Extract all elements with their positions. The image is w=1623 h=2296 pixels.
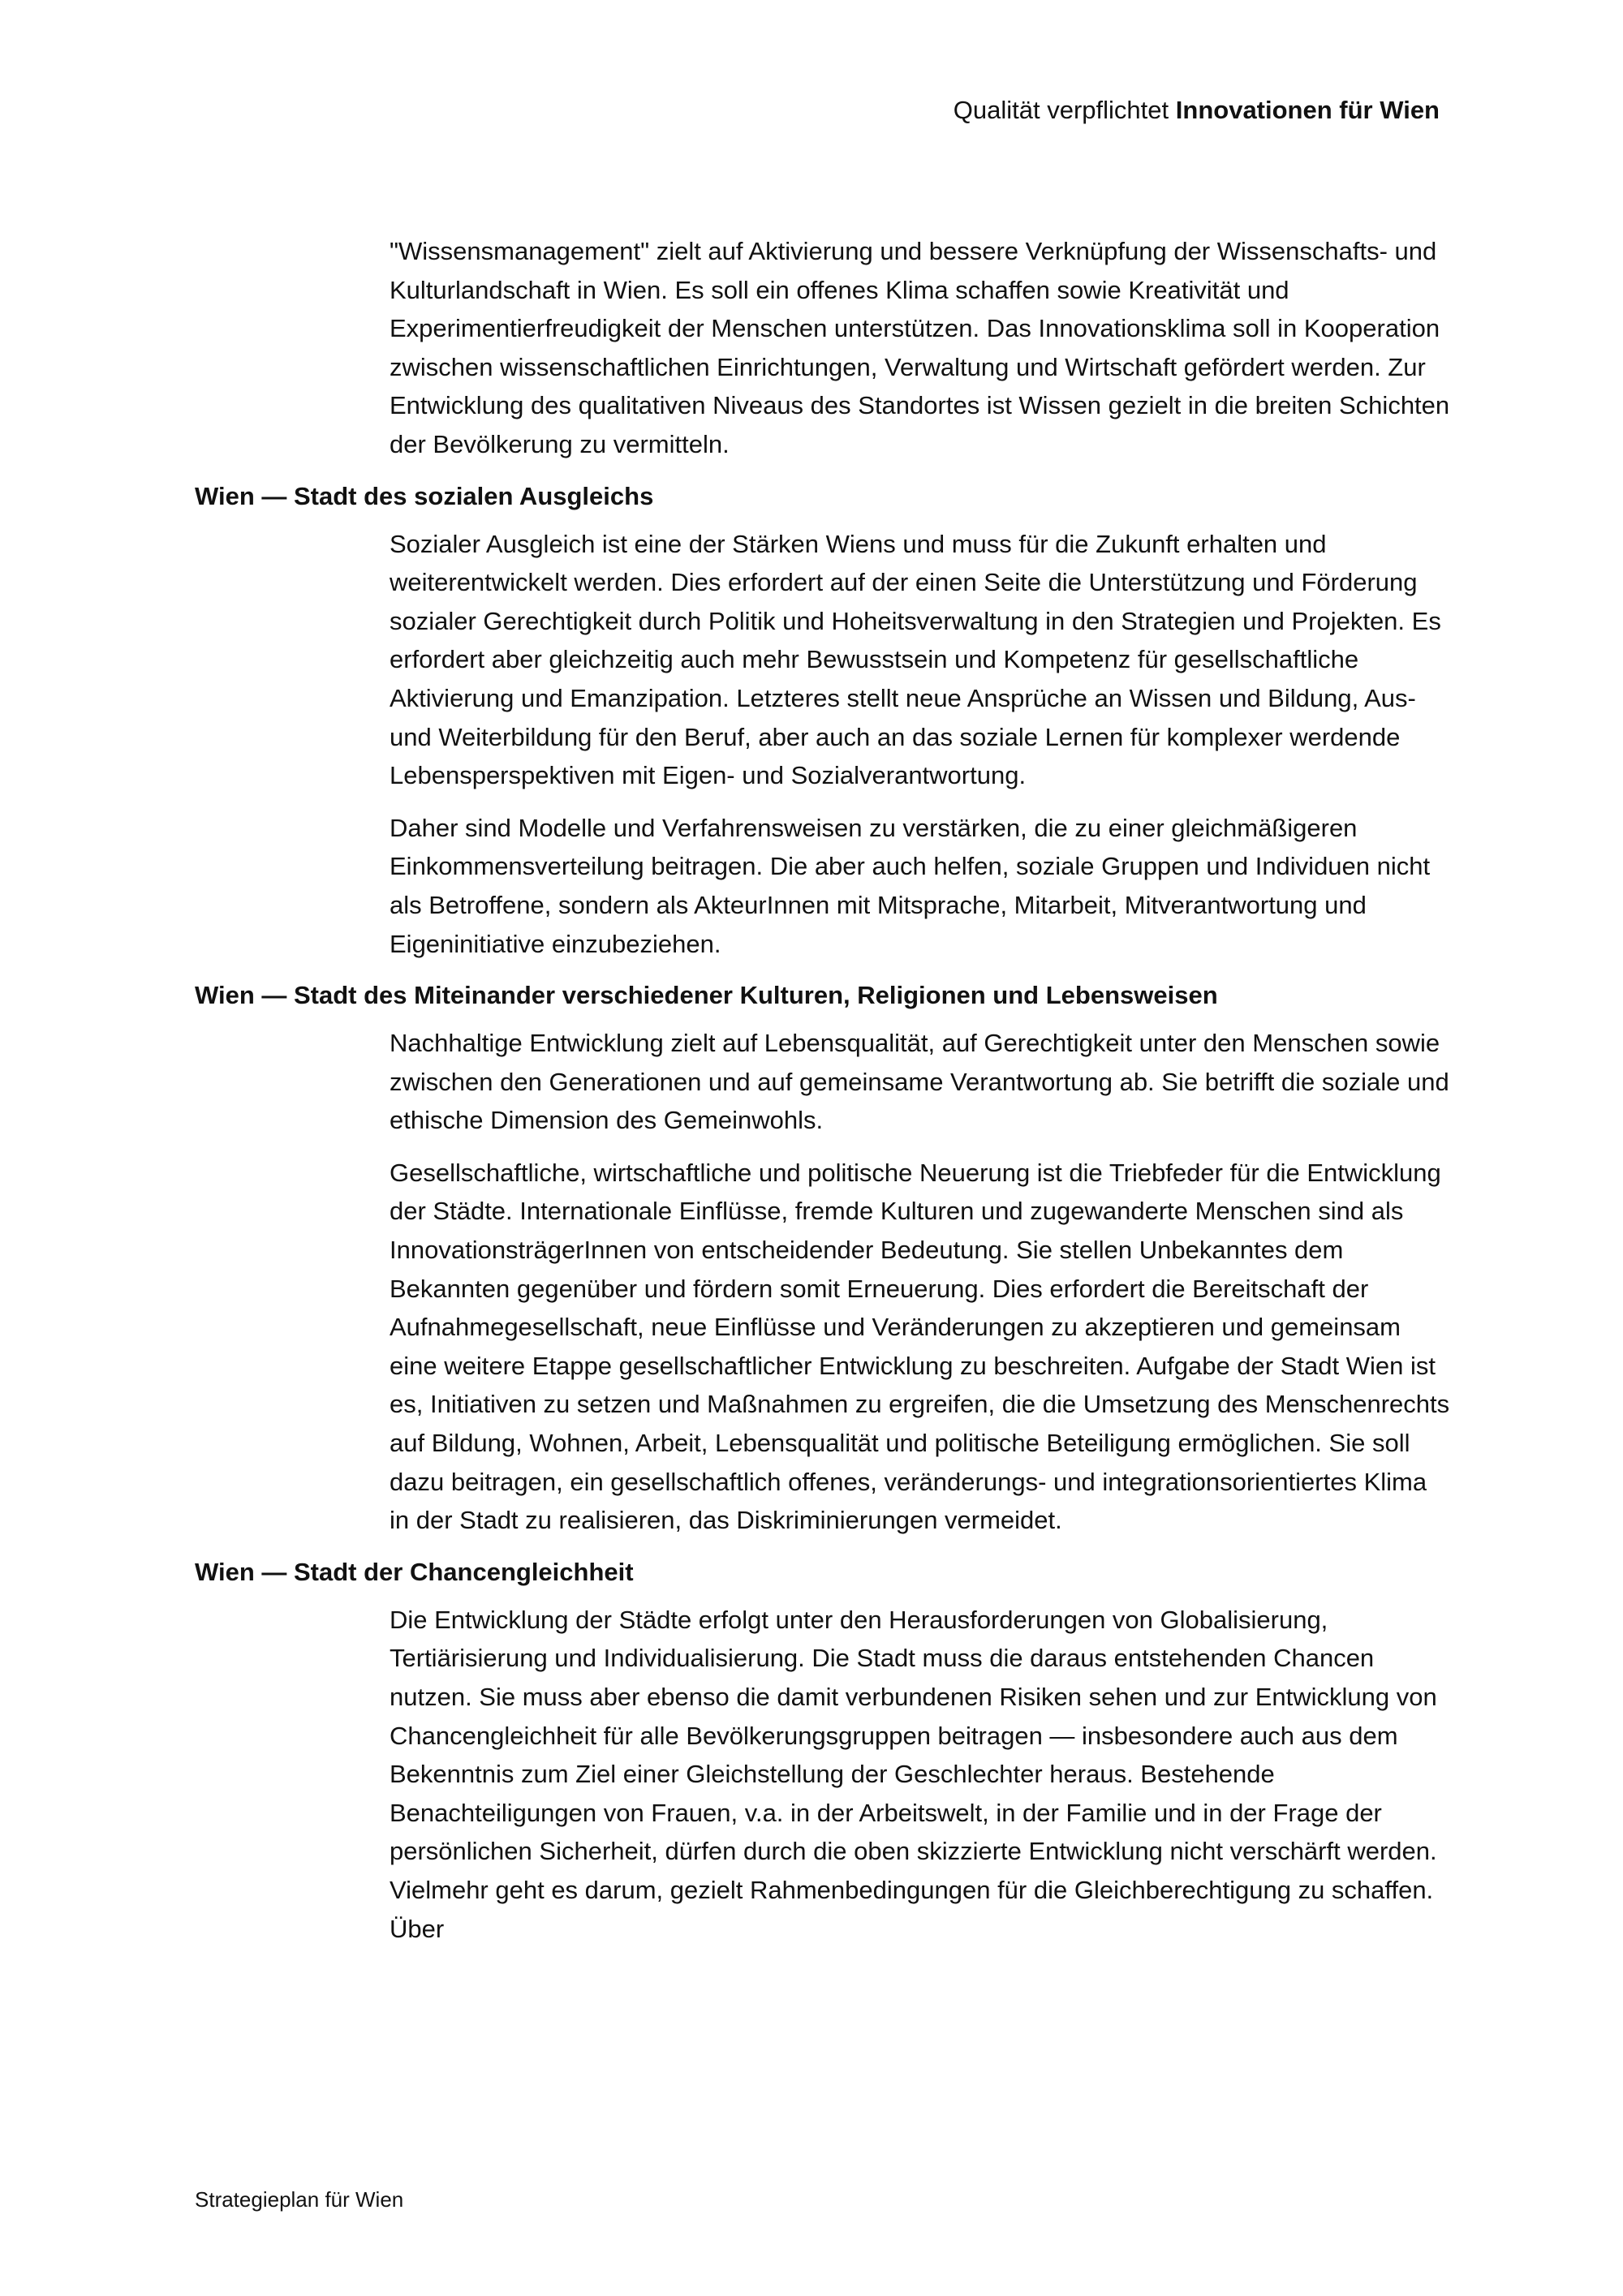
section-paragraph: Sozialer Ausgleich ist eine der Stärken Wiens und muss für die Zukunft erhalten und weiterentwickelt werden. Dies erfordert auf der einen Seite die Unterstützung und Förderung sozialer Gerechtigkeit durch Politik und Hoheitsverwaltung in den Strategien und Projekten. Es erfordert aber gleichzeitig auch mehr Bewusstsein und Kompetenz für gesellschaftliche Aktivierung und Emanzipation. Letzteres stellt neue Ansprüche an Wissen und Bildung, Aus- und Weiterbildung für den Beruf, aber auch an das soziale Lernen für komplexer werdende Lebensperspektiven mit Eigen- und Sozialverantwortung. — [390, 529, 1441, 790]
header-title: Innovationen für Wien — [1175, 96, 1440, 124]
section-heading-cultures: Wien — Stadt des Miteinander verschiedener Kulturen, Religionen und Lebensweisen — [195, 981, 1218, 1010]
section-paragraph: Nachhaltige Entwicklung zielt auf Lebensqualität, auf Gerechtigkeit unter den Menschen sowie zwischen den Generationen und auf gemeinsame Verantwortung ab. Sie betrifft die soziale und ethische Dimension des Gemeinwohls. — [390, 1029, 1449, 1135]
header-prefix: Qualität verpflichtet — [953, 96, 1169, 124]
section-paragraph: Die Entwicklung der Städte erfolgt unter den Herausforderungen von Globalisierung, Tertiärisierung und Individualisierung. Die Stadt muss die daraus entstehenden Chancen nutzen. Sie muss aber ebenso die damit verbundenen Risiken sehen und zur Entwicklung von Chancengleichheit für alle Bevölkerungsgruppen beitragen — insbesondere auch aus dem Bekenntnis zum Ziel einer Gleichstellung der Geschlechter heraus. Bestehende Benachteiligungen von Frauen, v.a. in der Arbeitswelt, in der Familie und in der Frage der persönlichen Sicherheit, dürfen durch die oben skizzierte Entwicklung nicht verschärft werden. Vielmehr geht es darum, gezielt Rahmenbedingungen für die Gleichberechtigung zu schaffen. Über — [390, 1605, 1437, 1943]
running-footer: Strategieplan für Wien — [195, 2187, 404, 2212]
section-paragraph: Daher sind Modelle und Verfahrensweisen zu verstärken, die zu einer gleichmäßigeren Einkommensverteilung beitragen. Die aber auch helfen, soziale Gruppen und Individuen nicht als Betroffene, sondern als AkteurInnen mit Mitsprache, Mitarbeit, Mitverantwortung und Eigeninitiative einzubeziehen. — [390, 813, 1431, 958]
document-body — [195, 232, 1453, 1962]
section-heading-equal-opportunity: Wien — Stadt der Chancengleichheit — [195, 1557, 634, 1586]
running-header — [954, 94, 1440, 127]
section-paragraph: Gesellschaftliche, wirtschaftliche und politische Neuerung ist die Triebfeder für die Entwicklung der Städte. Internationale Einflüsse, fremde Kulturen und zugewanderte Menschen sind als InnovationsträgerInnen von entscheidender Bedeutung. Sie stellen Unbekanntes dem Bekannten gegenüber und fördern somit Erneuerung. Dies erfordert die Bereitschaft der Aufnahmegesellschaft, neue Einflüsse und Veränderungen zu akzeptieren und gemeinsam eine weitere Etappe gesellschaftlicher Entwicklung zu beschreiten. Aufgabe der Stadt Wien ist es, Initiativen zu setzen und Maßnahmen zu ergreifen, die die Umsetzung des Menschenrechts auf Bildung, Wohnen, Arbeit, Lebensqualität und politische Beteiligung ermöglichen. Sie soll dazu beitragen, ein gesellschaftlich offenes, veränderungs- und integrationsorientiertes Klima in der Stadt zu realisieren, das Diskriminierungen vermeidet. — [390, 1158, 1450, 1535]
intro-paragraph: "Wissensmanagement" zielt auf Aktivierung und bessere Verknüpfung der Wissenschafts- und Kulturlandschaft in Wien. Es soll ein offenes Klima schaffen sowie Kreativität und Experimentierfreudigkeit der Menschen unterstützen. Das Innovationsklima soll in Kooperation zwischen wissenschaftlichen Einrichtungen, Verwaltung und Wirtschaft gefördert werden. Zur Entwicklung des qualitativen Niveaus des Standortes ist Wissen gezielt in die breiten Schichten der Bevölkerung zu vermitteln. — [390, 237, 1450, 458]
section-heading-social-balance: Wien — Stadt des sozialen Ausgleichs — [195, 481, 654, 510]
